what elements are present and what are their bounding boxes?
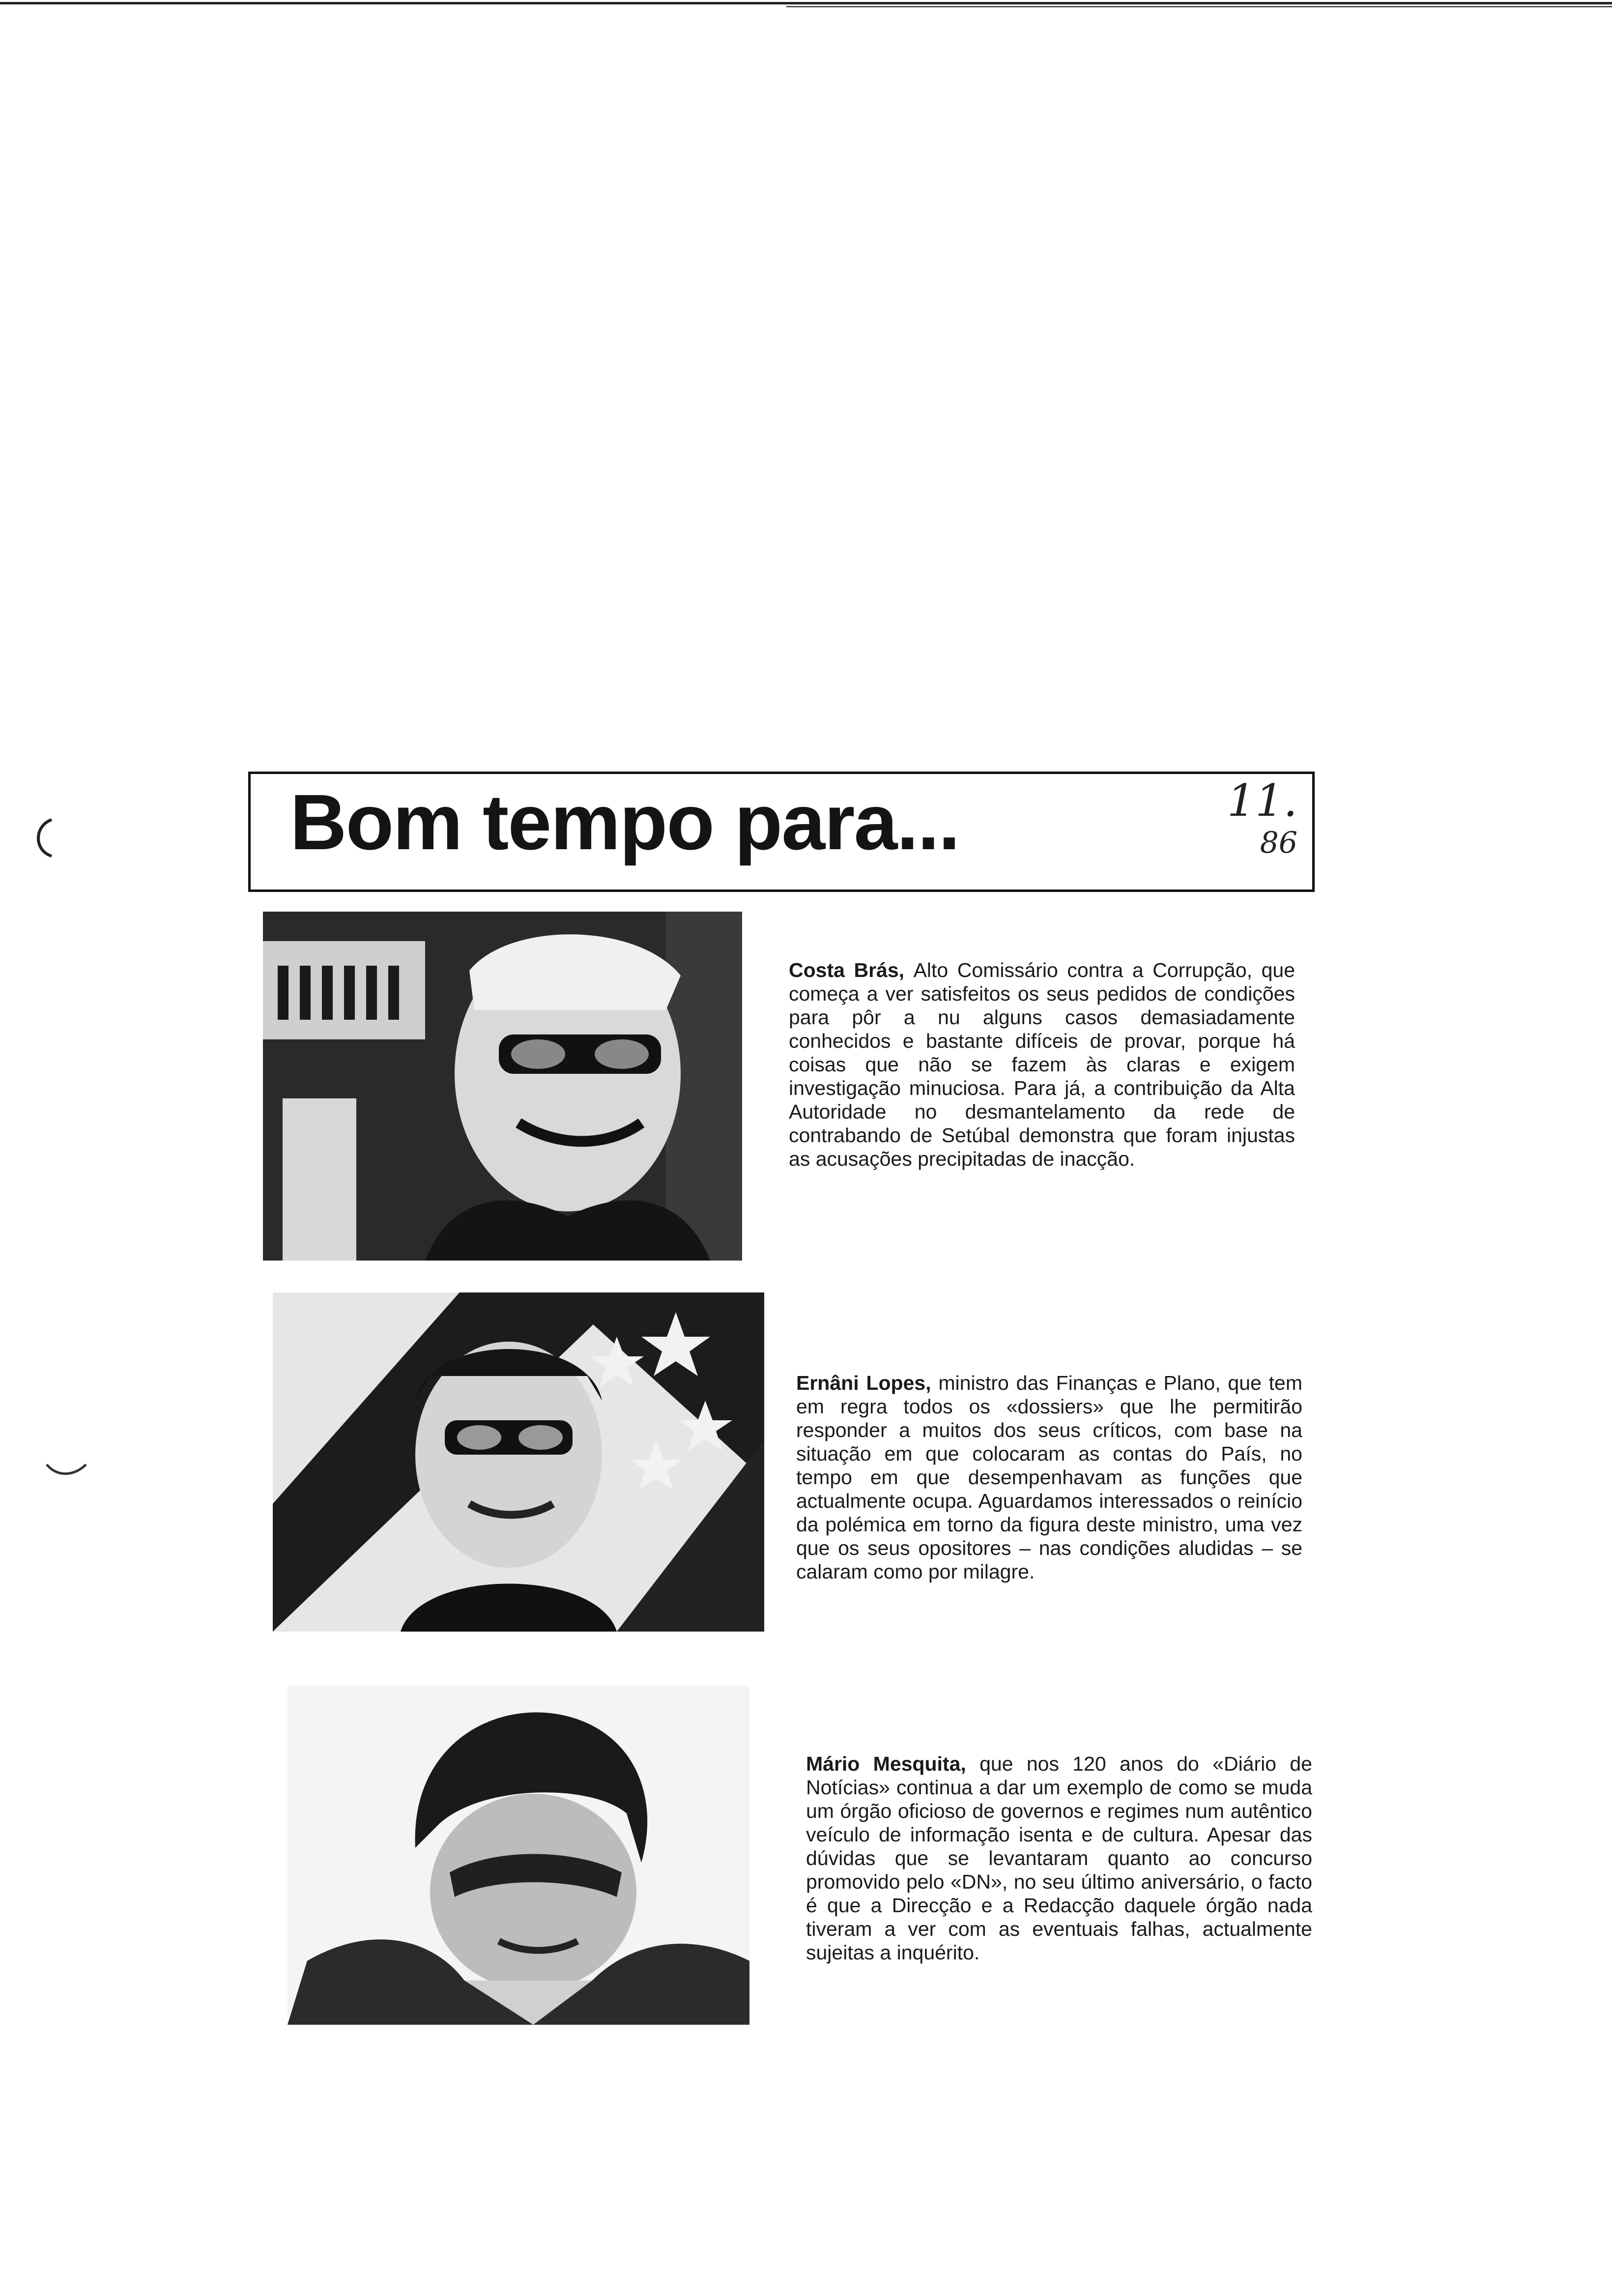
- article-body: ministro das Finanças e Plano, que tem em regra todos os «dossiers» que lhe permitirão responder a muitos dos seus críticos, com base na situação em que colocaram as contas do País, no tempo em que desempenhavam as funções que actualmente ocupa. Aguardamos interessados o reinício da polémica em torno da figura deste ministro, uma vez que os seus opositores – nas condições aludidas – se calaram como por milagre.: [796, 1372, 1302, 1583]
- article-name: Mário Mesquita,: [806, 1752, 980, 1775]
- photo-mario-mesquita: [288, 1686, 749, 2025]
- article-costa-bras: [789, 958, 1295, 1171]
- handwritten-date-day: 11.: [1227, 775, 1297, 827]
- margin-mark-bracket: [29, 816, 59, 860]
- handwritten-date-month: 86: [1260, 826, 1297, 860]
- article-ernani-lopes: [796, 1371, 1302, 1583]
- article-name: Costa Brás,: [789, 959, 914, 981]
- photo-costa-bras: [263, 912, 742, 1261]
- article-body: que nos 120 anos do «Diário de Notícias» continua a dar um exemplo de como se muda um órgão oficioso de governos e regimes num autêntico veículo de informação isenta e de cultura. Apesar das dúvidas que se levantaram quanto ao concurso promovido pelo «DN», no seu último aniversário, o facto é que a Direcção e a Redacção daquele órgão nada tiveram a ver com as eventuais falhas, actualmente sujeitas a inquérito.: [806, 1752, 1312, 1964]
- article-mario-mesquita: [806, 1752, 1312, 1964]
- scan-edge-line-secondary: [786, 6, 1612, 7]
- scan-edge-line: [0, 2, 1612, 4]
- headline: Bom tempo para...: [290, 778, 959, 866]
- article-body: Alto Comissário contra a Corrupção, que começa a ver satisfeitos os seus pedidos de condições para pôr a nu alguns casos demasiadamente conhecidos e bastante difíceis de provar, porque há coisas que não se fazem às claras e exigem investigação minuciosa. Para já, a contribuição da Alta Autoridade no desmantelamento da rede de contrabando de Setúbal demonstra que foram injustas as acusações precipitadas de inacção.: [789, 959, 1295, 1170]
- handwritten-date: [1227, 775, 1297, 860]
- article-name: Ernâni Lopes,: [796, 1372, 939, 1394]
- headline-box: [248, 772, 1315, 892]
- margin-mark-curve: [44, 1455, 88, 1484]
- photo-ernani-lopes: [273, 1292, 764, 1632]
